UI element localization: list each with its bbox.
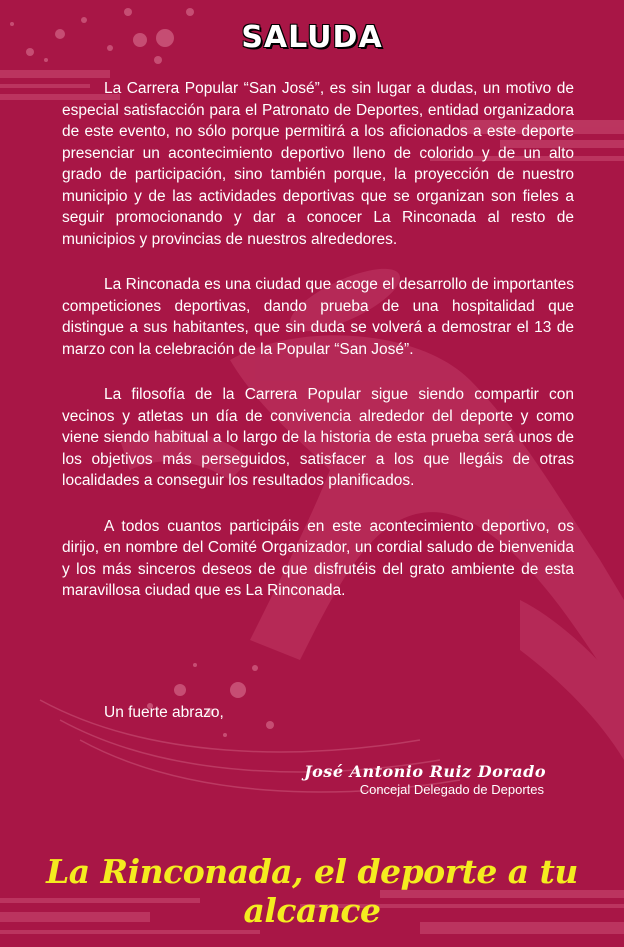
paragraph: A todos cuantos participáis en este acontecimiento deportivo, os dirijo, en nombre del Comité Organizador, un cordial saludo de bienvenida y los más sinceros deseos de que disfrutéis del grato ambiente de esta maravillosa ciudad que es La Rinconada. [62,517,574,599]
closing-line: Un fuerte abrazo, [104,704,224,721]
slogan: La Rinconada, el deporte a tu alcance [46,852,578,930]
page-title: SALUDA [241,20,383,55]
signature-role: Concejal Delegado de Deportes [359,782,544,797]
signature-name: José Antonio Ruiz Dorado [304,762,546,781]
paragraph: La filosofía de la Carrera Popular sigue siendo compartir con vecinos y atletas un día de convivencia alrededor del deporte y como viene siendo habitual a lo largo de la historia de esta prueba será unos de los objetivos más perseguidos, satisfacer a los que llegáis de otras localidades a conseguir los resultados planificados. [62,386,574,489]
paragraph: La Carrera Popular “San José”, es sin lugar a dudas, un motivo de especial satisfacción para el Patronato de Deportes, entidad organizadora de este evento, no sólo porque permitirá a los aficionados a este deporte presenciar un acontecimiento deportivo lleno de colorido y de un alto grado de participación, sino también porque, la proyección de nuestro municipio y de las actividades deportivas que se organizan son fieles a seguir promocionando y dar a conocer La Rinconada al resto de municipios y provincias de nuestros alrededores. [62,80,574,248]
letter-body [62,78,574,626]
paragraph: La Rinconada es una ciudad que acoge el desarrollo de importantes competiciones deportivas, dando prueba de una hospitalidad que distingue a sus habitantes, que sin duda se volverá a demostrar el 13 de marzo con la celebración de la Popular “San José”. [62,276,574,358]
